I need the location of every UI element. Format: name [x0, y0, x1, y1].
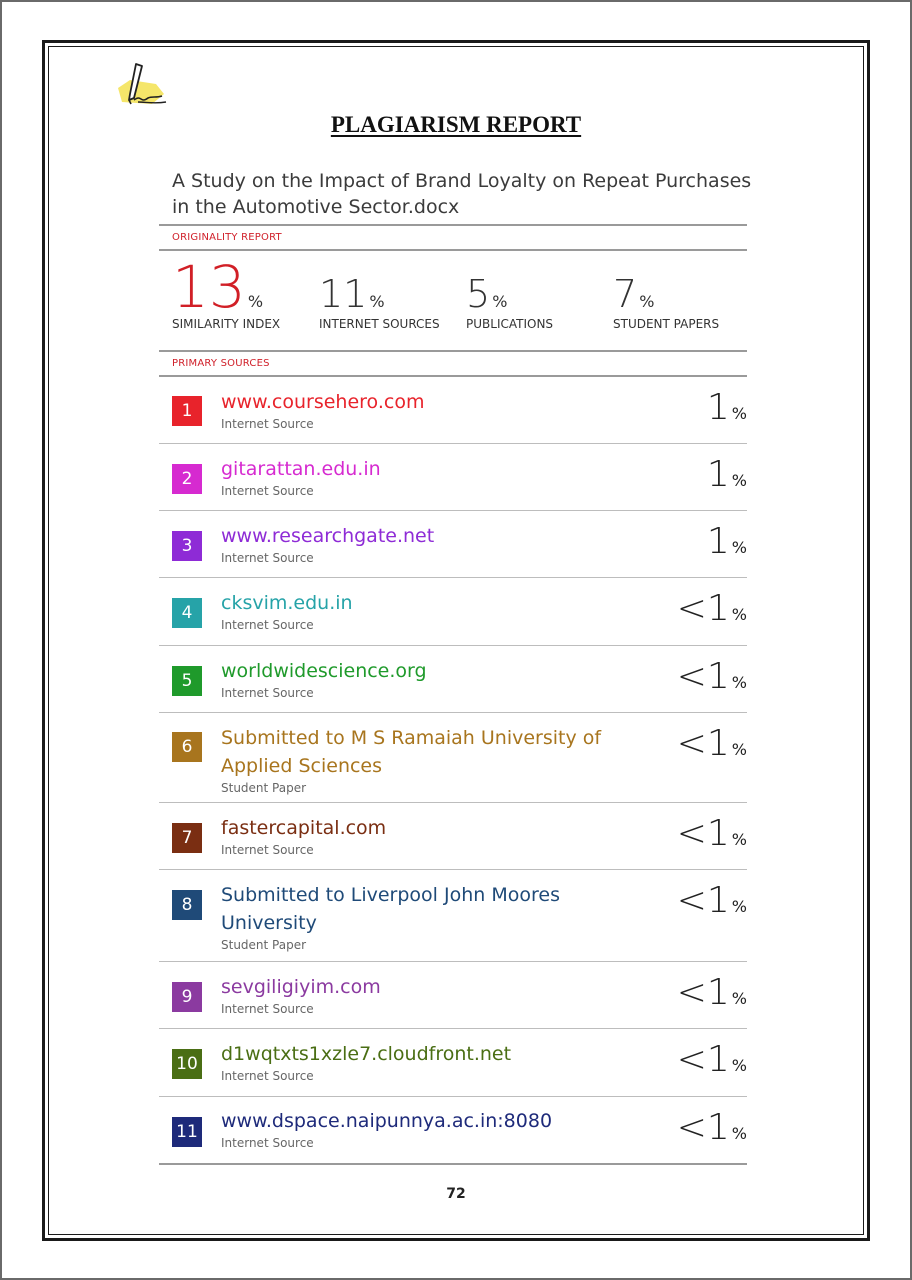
source-row [159, 511, 747, 577]
source-name-text: worldwidescience.org [221, 660, 427, 682]
source-percentage [677, 588, 747, 629]
source-name-text: www.researchgate.net [221, 525, 435, 547]
source-value: 1 [706, 454, 730, 495]
source-unit: % [731, 830, 747, 849]
source-value: 1 [706, 387, 730, 428]
report-title [0, 112, 912, 138]
source-rank-badge: 7 [172, 823, 202, 853]
source-percentage [677, 1039, 747, 1080]
source-unit: % [731, 897, 747, 916]
source-percentage [707, 387, 747, 428]
source-row [159, 962, 747, 1028]
page-number: 72 [446, 1186, 466, 1202]
stat-unit: % [369, 292, 385, 311]
source-rank-badge: 11 [172, 1117, 202, 1147]
source-row [159, 444, 747, 510]
source-type: Internet Source [221, 1002, 314, 1016]
source-rank-badge: 4 [172, 598, 202, 628]
primary-sources-label: PRIMARY SOURCES [172, 358, 270, 369]
source-rank-badge: 9 [172, 982, 202, 1012]
source-name [221, 455, 621, 499]
source-row [159, 1097, 747, 1163]
source-name [221, 589, 621, 633]
source-name [221, 522, 621, 566]
stat-label: STUDENT PAPERS [613, 317, 720, 331]
source-name [221, 814, 621, 858]
stat-label: PUBLICATIONS [466, 317, 554, 331]
source-unit: % [731, 1056, 747, 1075]
source-unit: % [731, 605, 747, 624]
stat-publications [466, 272, 554, 331]
divider [159, 224, 747, 226]
source-row [159, 1029, 747, 1096]
source-name-text: Submitted to M S Ramaiah University of Applied Sciences [221, 727, 602, 777]
stat-student-papers [613, 272, 720, 331]
source-type: Student Paper [221, 938, 307, 952]
stat-value: 13 [172, 253, 246, 321]
source-percentage [677, 656, 747, 697]
source-type: Student Paper [221, 781, 307, 795]
source-row [159, 646, 747, 712]
divider [159, 1163, 747, 1165]
source-rank-badge: 10 [172, 1049, 202, 1079]
source-unit: % [731, 471, 747, 490]
source-rank-badge: 3 [172, 531, 202, 561]
originality-report-label: ORIGINALITY REPORT [172, 232, 282, 243]
source-percentage [707, 521, 747, 562]
source-value: <1 [676, 1107, 730, 1148]
source-value: <1 [676, 972, 730, 1013]
stat-unit: % [639, 292, 655, 311]
source-name [221, 724, 611, 796]
source-unit: % [731, 740, 747, 759]
source-type: Internet Source [221, 484, 314, 498]
stat-value: 11 [319, 272, 368, 316]
stat-unit: % [247, 292, 264, 311]
report-title-text: PLAGIARISM REPORT [330, 112, 582, 137]
source-percentage [707, 454, 747, 495]
stat-label: SIMILARITY INDEX [172, 317, 281, 331]
stat-unit: % [492, 292, 508, 311]
source-type: Internet Source [221, 551, 314, 565]
source-unit: % [731, 989, 747, 1008]
source-percentage [677, 813, 747, 854]
source-name [221, 973, 621, 1017]
source-name-text: www.dspace.naipunnya.ac.in:8080 [221, 1110, 553, 1132]
source-name [221, 388, 621, 432]
source-rank-badge: 8 [172, 890, 202, 920]
document-title: A Study on the Impact of Brand Loyalty on Repeat Purchases in the Automotive Sector.docx [172, 170, 752, 218]
pen-logo-icon [112, 58, 172, 110]
divider [159, 350, 747, 352]
source-value: <1 [676, 588, 730, 629]
source-name [221, 657, 621, 701]
source-percentage [677, 1107, 747, 1148]
source-name-text: cksvim.edu.in [221, 592, 353, 614]
source-name [221, 1040, 621, 1084]
source-unit: % [731, 404, 747, 423]
source-rank-badge: 1 [172, 396, 202, 426]
source-type: Internet Source [221, 686, 314, 700]
source-rank-badge: 2 [172, 464, 202, 494]
source-name [221, 881, 591, 953]
source-row [159, 377, 747, 443]
source-unit: % [731, 1124, 747, 1143]
stat-internet-sources [319, 272, 440, 331]
source-percentage [677, 880, 747, 921]
source-row [159, 803, 747, 869]
source-value: 1 [706, 521, 730, 562]
source-name-text: fastercapital.com [221, 817, 387, 839]
stat-value: 5 [466, 272, 491, 316]
source-name-text: sevgiligiyim.com [221, 976, 381, 998]
source-row [159, 713, 747, 802]
source-name [221, 1107, 621, 1151]
source-row [159, 578, 747, 645]
source-row [159, 870, 747, 961]
source-name-text: www.coursehero.com [221, 391, 425, 413]
source-rank-badge: 6 [172, 732, 202, 762]
source-type: Internet Source [221, 843, 314, 857]
stat-similarity-index [172, 253, 281, 331]
source-value: <1 [676, 813, 730, 854]
source-percentage [677, 723, 747, 764]
source-value: <1 [676, 880, 730, 921]
source-value: <1 [676, 656, 730, 697]
divider [159, 249, 747, 251]
source-type: Internet Source [221, 1069, 314, 1083]
source-type: Internet Source [221, 417, 314, 431]
source-unit: % [731, 673, 747, 692]
source-rank-badge: 5 [172, 666, 202, 696]
source-name-text: gitarattan.edu.in [221, 458, 381, 480]
source-value: <1 [676, 723, 730, 764]
source-type: Internet Source [221, 618, 314, 632]
source-type: Internet Source [221, 1136, 314, 1150]
source-name-text: d1wqtxts1xzle7.cloudfront.net [221, 1043, 512, 1065]
source-unit: % [731, 538, 747, 557]
stat-label: INTERNET SOURCES [319, 317, 440, 331]
source-percentage [677, 972, 747, 1013]
source-name-text: Submitted to Liverpool John Moores University [221, 884, 560, 934]
source-value: <1 [676, 1039, 730, 1080]
stat-value: 7 [613, 272, 638, 316]
